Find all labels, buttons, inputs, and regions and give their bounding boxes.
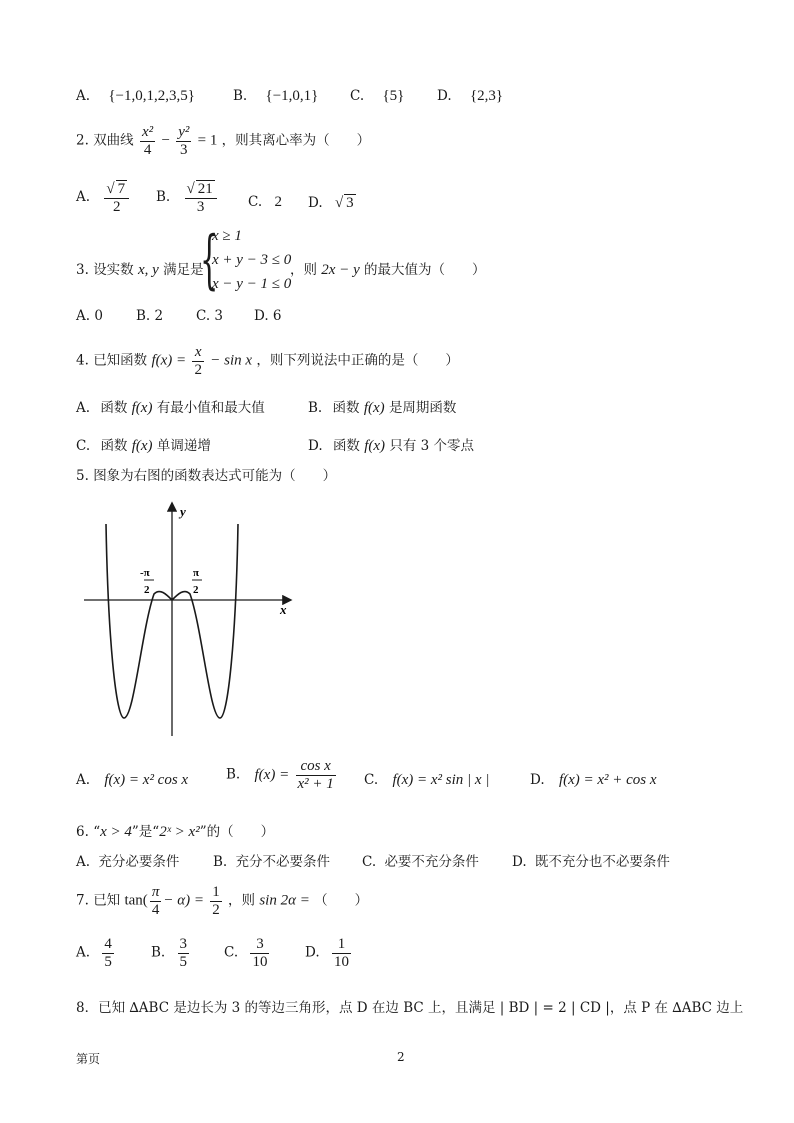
option-label: D. — [308, 438, 323, 454]
q4-option-d — [308, 434, 474, 455]
math-expr: f(x) = — [151, 352, 187, 369]
question-2: 2. 双曲线 $\frac{\text{x²}}{4}$ − $\frac{\text{y²}}{3}$ = 1 ，则其离心率为（ ） — [76, 124, 371, 158]
denominator: 10 — [252, 953, 268, 970]
question-text: 设实数 — [93, 262, 134, 278]
option-label: C. — [350, 88, 365, 104]
option-text: 函数 — [100, 400, 128, 416]
option-text: 只有 3 个零点 — [389, 438, 475, 454]
option-value: {−1,0,1,2,3,5} — [108, 88, 195, 104]
q3-option-c: C. 3 — [196, 308, 224, 324]
question-text: ，则下列说法中正确的是（ ） — [256, 352, 459, 369]
option-label: B. — [233, 88, 248, 104]
question-number: 4. — [76, 352, 89, 369]
y-axis-label: y — [180, 504, 186, 519]
option-label: D. — [308, 195, 323, 211]
numerator: 4 — [104, 936, 112, 952]
option-label: A. — [76, 854, 91, 870]
radicand: 21 — [197, 181, 213, 197]
q3-option-d: D. 6 — [254, 308, 282, 324]
svg-text:2: 2 — [144, 584, 150, 596]
option-value: 2 — [274, 194, 282, 210]
math-expr: f(x) — [131, 438, 153, 454]
math-expr: x > 4 — [100, 824, 132, 840]
constraint-1: x ≥ 1 — [212, 228, 242, 244]
numerator: 3 — [250, 936, 269, 954]
question-5 — [76, 464, 336, 484]
option-text: 函数 — [100, 438, 128, 454]
option-label: A. — [76, 88, 91, 104]
question-number: 2. — [76, 132, 89, 149]
radicand: 3 — [346, 195, 354, 211]
question-number: 6. — [76, 824, 89, 840]
question-number: 3. — [76, 262, 89, 278]
question-text: 已知 — [93, 892, 121, 909]
constraint-2: x + y − 3 ≤ 0 — [212, 252, 292, 268]
question-text: （ ） — [314, 892, 369, 909]
question-3-tail — [290, 258, 486, 279]
function-graph — [76, 498, 306, 743]
x-axis-label: x — [280, 602, 287, 617]
q2-option-b: B. $\frac{√ 21}{3}$ — [156, 180, 219, 215]
q2-option-d: D. √ 3 — [308, 195, 354, 211]
q6-option-b — [213, 850, 330, 870]
option-expr: f(x) = x² cos x — [104, 772, 189, 788]
question-number: 5. — [76, 468, 89, 484]
option-expr: f(x) = — [254, 766, 290, 783]
question-4 — [76, 344, 459, 378]
option-label: A. — [76, 944, 91, 961]
option-text: 单调递增 — [156, 438, 211, 454]
constraint-3: x − y − 1 ≤ 0 — [212, 276, 292, 292]
math-expr: f(x) — [363, 400, 385, 416]
question-text: 满足是 — [163, 262, 204, 278]
option-value: {2,3} — [469, 88, 504, 104]
option-label: A. — [76, 400, 91, 416]
option-value: 必要不充分条件 — [384, 854, 479, 870]
question-text: 的最大值为（ ） — [364, 262, 486, 278]
question-3 — [76, 258, 204, 279]
option-label: D. — [305, 944, 320, 961]
q1-option-d — [437, 88, 503, 105]
option-label: C. — [248, 194, 263, 210]
question-text: ”的（ ） — [199, 824, 275, 840]
q5-option-b — [226, 758, 338, 792]
math-expr: 2ˣ > x² — [159, 824, 200, 840]
q2-option-a: A. $\frac{√ 7}{2}$ — [76, 180, 131, 215]
option-label: B. — [226, 766, 241, 783]
option-expr: f(x) = x² + cos x — [558, 772, 657, 788]
q5-option-a — [76, 772, 188, 789]
q4-option-c — [76, 434, 211, 455]
q3-option-a: A. 0 — [76, 308, 103, 324]
option-text: 有最小值和最大值 — [156, 400, 265, 416]
q5-option-c — [364, 772, 489, 789]
option-label: D. — [512, 854, 527, 870]
quote-mark: “ — [93, 824, 101, 840]
question-text: ，则 — [228, 892, 256, 909]
option-text: 函数 — [332, 400, 360, 416]
option-label: B. — [151, 944, 166, 961]
q6-option-d — [512, 850, 670, 870]
q7-option-d — [305, 936, 353, 970]
q4-option-b — [308, 396, 456, 417]
q1-option-a — [76, 88, 195, 105]
denominator: 2 — [112, 198, 121, 215]
option-value: 既不充分也不必要条件 — [534, 854, 670, 870]
option-value: {5} — [382, 88, 405, 104]
tick-neg-pi-2: -π — [140, 567, 150, 579]
tick-pos-pi-2: π — [193, 567, 200, 579]
question-number: 7. — [76, 892, 89, 909]
option-label: D. — [530, 772, 545, 788]
math-vars: x, y — [137, 262, 159, 278]
option-expr: f(x) = x² sin | x | — [392, 772, 490, 788]
question-7: 7. 已知 tan( $\frac{\pi}{4}$ − α) = $\frac{1}{2}$ ，则 sin 2α = （ ） — [76, 884, 369, 918]
option-value: {−1,0,1} — [265, 88, 319, 104]
question-text: ，则其离心率为（ ） — [221, 132, 371, 149]
math-expr: f(x) — [364, 438, 386, 454]
option-text: 函数 — [332, 438, 360, 454]
radicand: 7 — [117, 181, 126, 197]
numerator: 1 — [332, 936, 351, 954]
denominator: x² + 1 — [297, 775, 334, 792]
question-text: 图象为右图的函数表达式可能为（ ） — [93, 468, 337, 484]
option-label: B. — [156, 189, 171, 205]
q1-option-c — [350, 88, 404, 105]
footer-label: 第页 — [76, 1052, 101, 1066]
q2-option-c — [248, 194, 282, 211]
fraction-y2-3: $\frac{\text{y²}}{3}$ — [178, 124, 190, 158]
q4-option-a — [76, 396, 265, 417]
math-expr: sin 2α = — [259, 892, 310, 909]
q6-option-c — [362, 850, 479, 870]
option-label: B. — [308, 400, 323, 416]
question-text: 已知函数 — [93, 352, 148, 369]
option-label: B. — [213, 854, 228, 870]
denominator: 3 — [196, 198, 205, 215]
question-text: 双曲线 — [93, 132, 134, 149]
q1-option-b — [233, 88, 318, 105]
q3-option-b: B. 2 — [136, 308, 164, 324]
math-expr: − sin x — [210, 352, 253, 369]
option-label: D. — [437, 88, 452, 104]
question-text: ，则 — [290, 262, 317, 278]
fraction-x2-4: $\frac{\text{x²}}{4}$ — [141, 124, 154, 158]
option-label: A. — [76, 189, 91, 205]
option-label: C. — [364, 772, 379, 788]
q7-option-c — [224, 936, 271, 970]
fraction-x-2: $\frac{x}{2}$ — [194, 344, 202, 378]
denominator: 5 — [179, 953, 188, 970]
q7-option-b — [151, 936, 191, 970]
option-value: 充分必要条件 — [98, 854, 180, 870]
denominator: 5 — [104, 953, 112, 970]
brace-icon: { — [200, 223, 219, 297]
q7-option-a — [76, 936, 116, 970]
question-8: 8．已知 ∆ABC 是边长为 3 的等边三角形，点 D 在边 BC 上，且满足 | BD | = 2 | CD |，点 P 在 ∆ABC 边上 — [76, 1000, 744, 1016]
option-label: C. — [76, 438, 91, 454]
question-text: ”是“ — [131, 824, 160, 840]
q6-option-a — [76, 850, 179, 870]
option-value: 充分不必要条件 — [235, 854, 331, 870]
svg-text:2: 2 — [193, 584, 199, 596]
math-expr: f(x) — [131, 400, 153, 416]
question-6 — [76, 820, 274, 841]
denominator: 10 — [333, 953, 349, 970]
numerator: cos x — [296, 758, 336, 776]
q5-option-d — [530, 772, 657, 789]
option-label: C. — [362, 854, 377, 870]
option-label: A. — [76, 772, 91, 788]
numerator: 3 — [179, 936, 188, 952]
math-expr: 2x − y — [321, 262, 360, 278]
page-number: 2 — [397, 1050, 405, 1064]
option-label: C. — [224, 944, 239, 961]
option-text: 是周期函数 — [388, 400, 457, 416]
